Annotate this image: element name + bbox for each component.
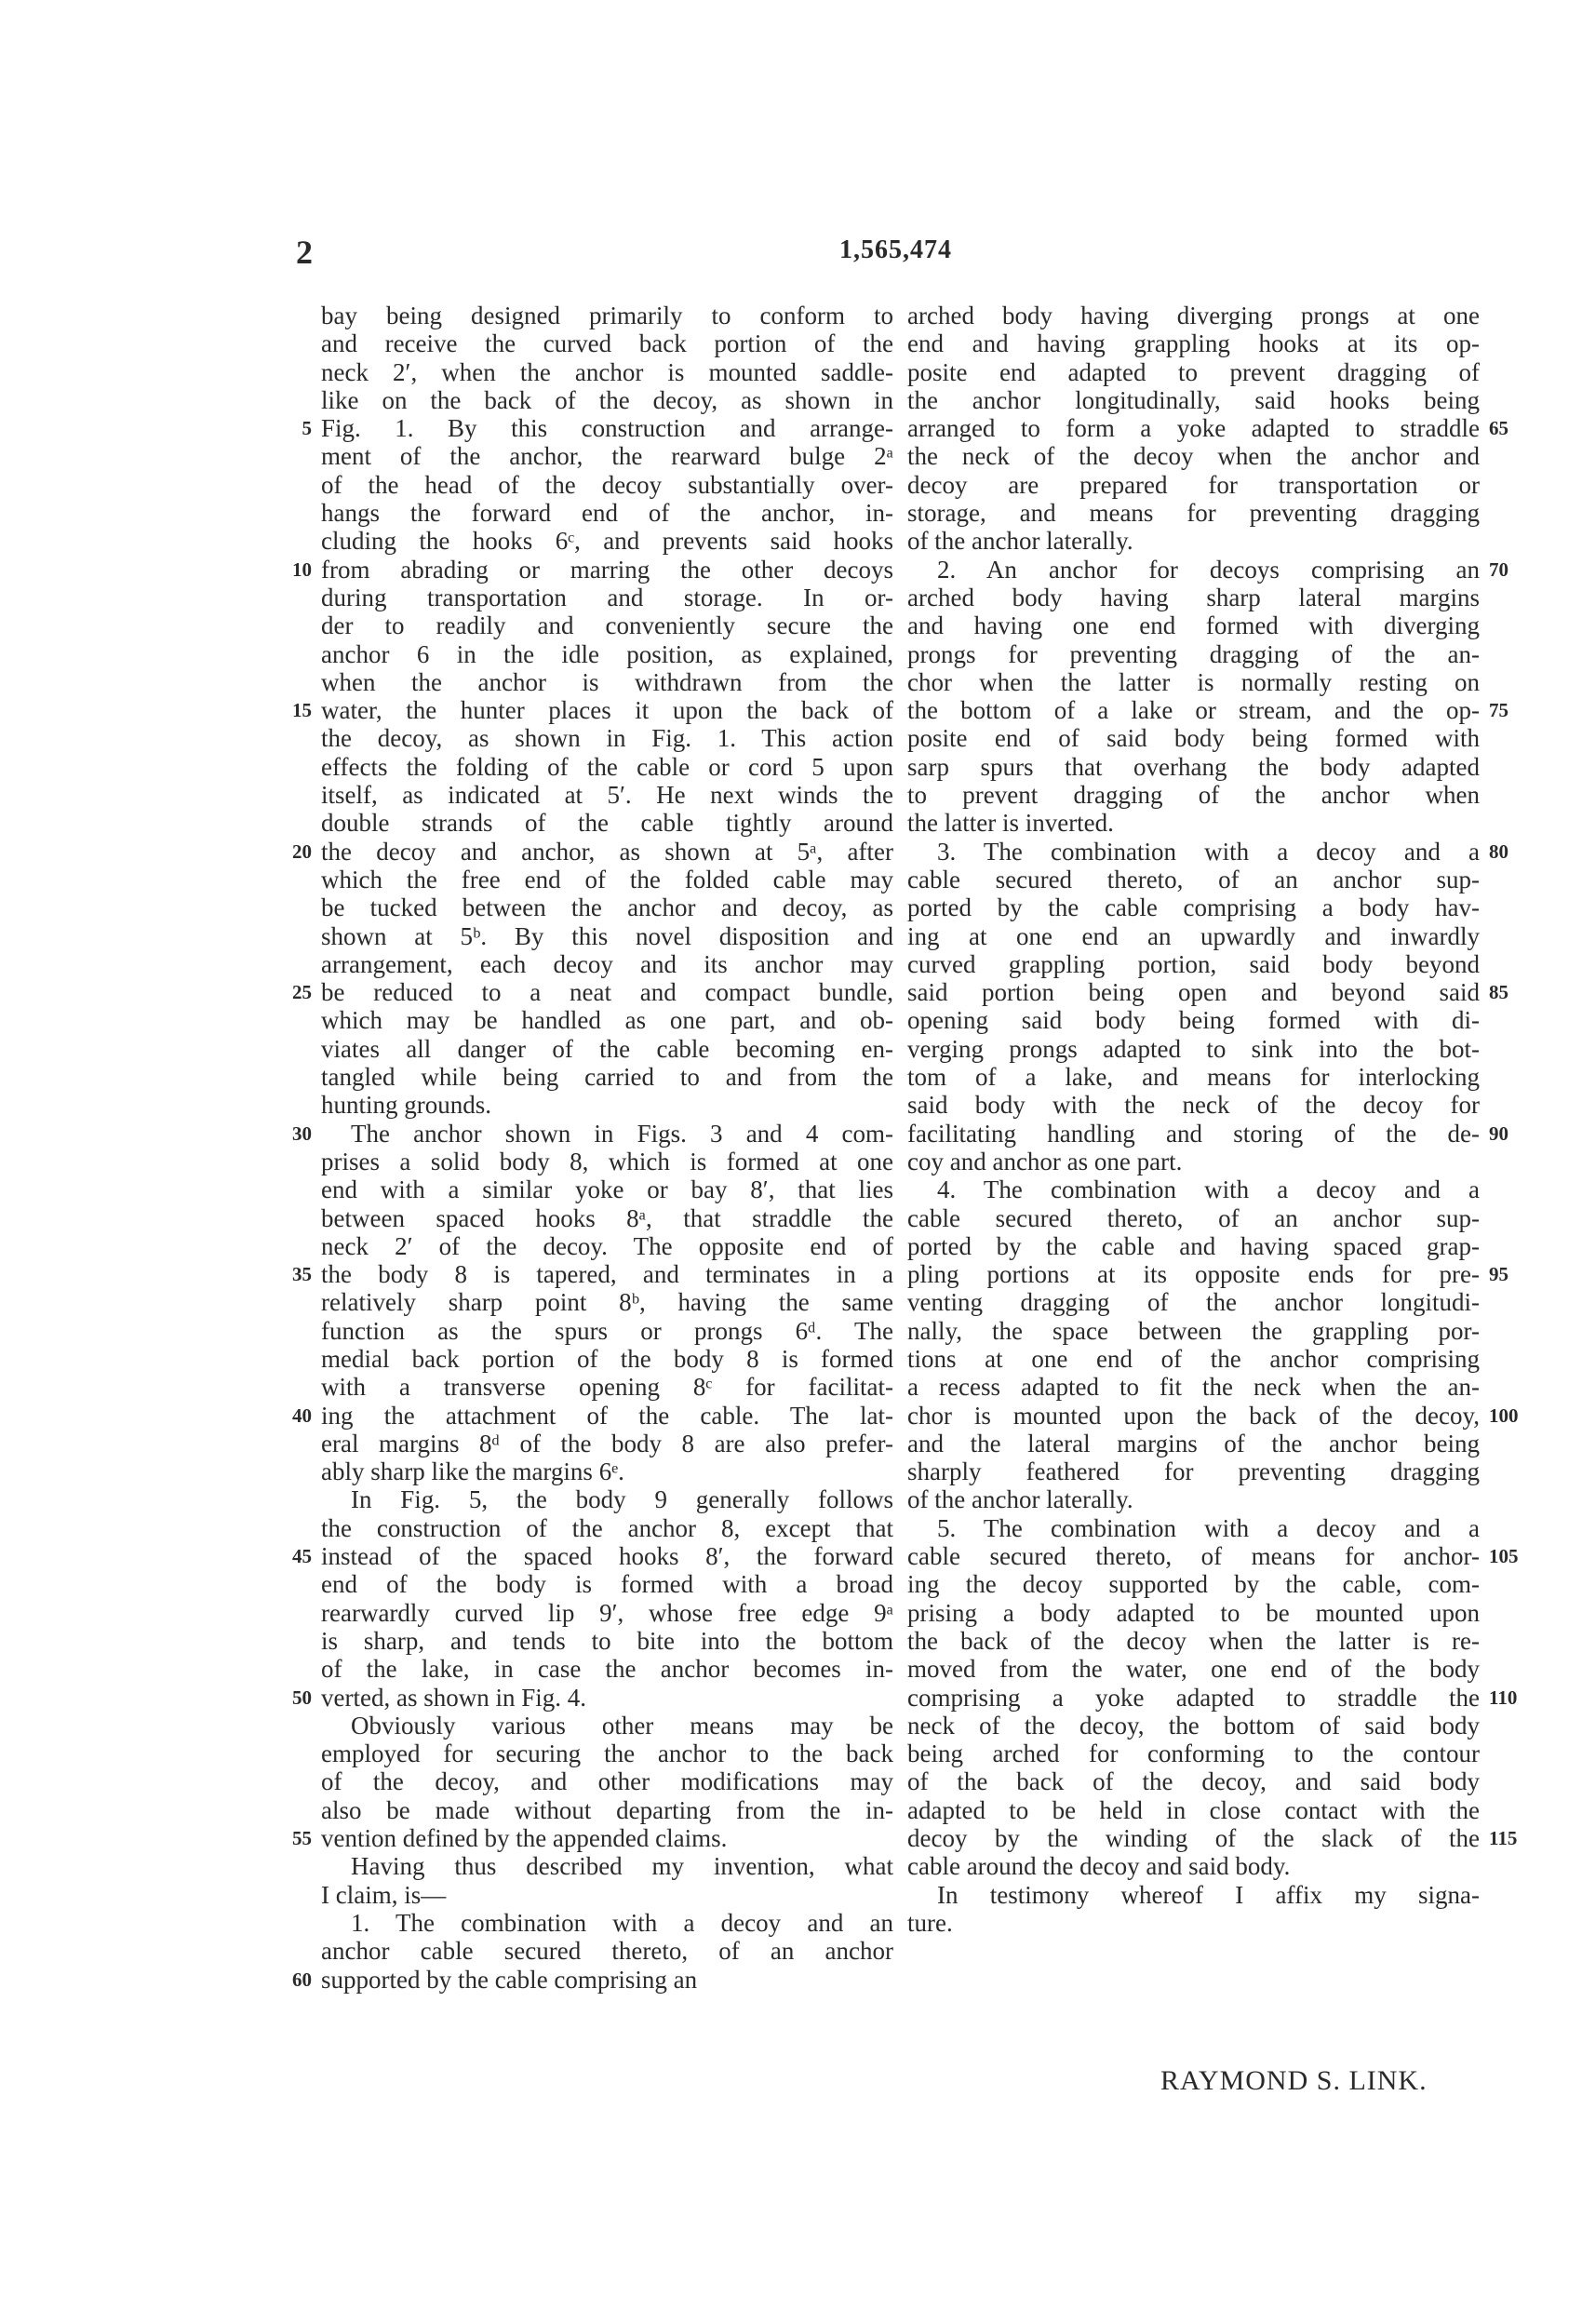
text-line: being arched for conforming to the contour [907, 1740, 1480, 1768]
line-number-marker: 25 [292, 981, 312, 1004]
text-line: cable secured thereto, of means for anchor- [907, 1542, 1480, 1571]
text-line: pling portions at its opposite ends for pre- [907, 1260, 1480, 1289]
text-line: cable around the decoy and said body. [907, 1852, 1291, 1881]
text-line: said portion being open and beyond said [907, 978, 1480, 1007]
text-line: during transportation and storage. In or- [321, 583, 893, 611]
text-line: cable secured thereto, of an anchor sup- [907, 865, 1480, 893]
text-line: and the lateral margins of the anchor being [907, 1429, 1480, 1458]
text-line: sarp spurs that overhang the body adapted [907, 752, 1480, 781]
text-line: neck 2′, when the anchor is mounted saddle- [321, 357, 893, 386]
text-line: decoy are prepared for transportation or [907, 470, 1480, 499]
text-line: like on the back of the decoy, as shown in [321, 385, 893, 414]
text-line: arrangement, each decoy and its anchor may [321, 949, 893, 978]
text-line: 2. An anchor for decoys comprising an [937, 555, 1480, 584]
text-line: of the lake, in case the anchor becomes in- [321, 1655, 893, 1684]
text-line: is sharp, and tends to bite into the bottom [321, 1626, 893, 1655]
text-line: curved grappling portion, said body beyond [907, 949, 1480, 978]
line-number-marker: 20 [292, 840, 312, 863]
text-line: ment of the anchor, the rearward bulge 2ᵃ [321, 442, 893, 471]
text-line: shown at 5ᵇ. By this novel disposition and [321, 921, 893, 950]
text-line: 4. The combination with a decoy and a [937, 1175, 1480, 1204]
line-number-marker: 45 [292, 1545, 312, 1568]
text-line: posite end adapted to prevent dragging of [907, 357, 1480, 386]
text-line: ture. [907, 1908, 953, 1937]
text-line: arched body having sharp lateral margins [907, 583, 1480, 611]
text-line: venting dragging of the anchor longitudi- [907, 1288, 1480, 1317]
text-line: of the decoy, and other modifications may [321, 1767, 893, 1796]
text-line: In testimony whereof I affix my signa- [937, 1880, 1480, 1909]
text-line: hunting grounds. [321, 1091, 492, 1120]
left-text-column [321, 302, 893, 1994]
text-line: chor is mounted upon the back of the decoy, [907, 1401, 1480, 1430]
line-number-marker: 95 [1489, 1263, 1508, 1286]
text-line: end and having grappling hooks at its op- [907, 329, 1480, 358]
text-line: In Fig. 5, the body 9 generally follows [351, 1485, 893, 1514]
line-number-marker: 10 [292, 557, 312, 581]
text-line: the neck of the decoy when the anchor and [907, 442, 1480, 471]
text-line: ably sharp like the margins 6ᵉ. [321, 1458, 624, 1486]
line-number-marker: 75 [1489, 699, 1508, 722]
text-line: the construction of the anchor 8, except that [321, 1513, 893, 1542]
text-line: and having one end formed with diverging [907, 611, 1480, 640]
text-line: be reduced to a neat and compact bundle, [321, 978, 893, 1007]
text-line: from abrading or marring the other decoys [321, 555, 893, 584]
text-line: the decoy and anchor, as shown at 5ᵃ, after [321, 837, 893, 866]
text-line: opening said body being formed with di- [907, 1006, 1480, 1035]
text-line: when the anchor is withdrawn from the [321, 667, 893, 696]
text-line: sharply feathered for preventing dragging [907, 1458, 1480, 1486]
text-line: nally, the space between the grappling por- [907, 1316, 1480, 1345]
text-line: end with a similar yoke or bay 8′, that lies [321, 1175, 893, 1204]
text-line: which may be handled as one part, and ob- [321, 1006, 893, 1035]
text-line: Fig. 1. By this construction and arrange- [321, 414, 893, 443]
text-line: supported by the cable comprising an [321, 1965, 698, 1994]
text-line: bay being designed primarily to conform to [321, 302, 893, 329]
text-line: between spaced hooks 8ᵃ, that straddle the [321, 1203, 893, 1232]
text-line: comprising a yoke adapted to straddle the [907, 1683, 1480, 1712]
text-line: employed for securing the anchor to the back [321, 1740, 893, 1768]
text-line: arched body having diverging prongs at one [907, 302, 1480, 329]
text-line: end of the body is formed with a broad [321, 1570, 893, 1599]
text-line: tangled while being carried to and from the [321, 1063, 893, 1092]
line-number-marker: 50 [292, 1686, 312, 1709]
text-line: neck 2′ of the decoy. The opposite end of [321, 1231, 893, 1260]
text-line: cable secured thereto, of an anchor sup- [907, 1203, 1480, 1232]
text-line: double strands of the cable tightly around [321, 809, 893, 838]
line-number-marker: 40 [292, 1404, 312, 1427]
text-line: the back of the decoy when the latter is re- [907, 1626, 1480, 1655]
text-line: effects the folding of the cable or cord 5 upon [321, 752, 893, 781]
line-number-marker: 35 [292, 1263, 312, 1286]
text-line: of the head of the decoy substantially over- [321, 470, 893, 499]
text-line: prongs for preventing dragging of the an- [907, 639, 1480, 668]
patent-number: 1,565,474 [839, 235, 952, 264]
line-number-marker: 65 [1489, 417, 1508, 440]
line-number-marker: 55 [292, 1827, 312, 1850]
text-line: be tucked between the anchor and decoy, as [321, 893, 893, 922]
line-number-marker: 90 [1489, 1122, 1508, 1145]
text-line: der to readily and conveniently secure the [321, 611, 893, 640]
text-line: a recess adapted to fit the neck when the an- [907, 1373, 1480, 1402]
text-line: Having thus described my invention, what [351, 1852, 893, 1881]
line-number-marker: 5 [302, 417, 312, 440]
text-line: ported by the cable comprising a body hav- [907, 893, 1480, 922]
text-line: ported by the cable and having spaced grap- [907, 1231, 1480, 1260]
text-line: storage, and means for preventing dragging [907, 499, 1480, 528]
text-line: chor when the latter is normally resting on [907, 667, 1480, 696]
line-number-marker: 30 [292, 1122, 312, 1145]
text-line: of the anchor laterally. [907, 527, 1133, 556]
text-line: itself, as indicated at 5′. He next winds the [321, 781, 893, 810]
line-number-marker: 60 [292, 1968, 312, 1991]
text-line: said body with the neck of the decoy for [907, 1091, 1480, 1120]
text-line: verging prongs adapted to sink into the bot- [907, 1034, 1480, 1063]
text-line: coy and anchor as one part. [907, 1147, 1183, 1175]
text-line: medial back portion of the body 8 is formed [321, 1344, 893, 1373]
text-line: tom of a lake, and means for interlocking [907, 1063, 1480, 1092]
line-number-marker: 100 [1489, 1404, 1519, 1427]
text-line: to prevent dragging of the anchor when [907, 781, 1480, 810]
line-number-marker: 110 [1489, 1686, 1518, 1709]
text-line: 3. The combination with a decoy and a [937, 837, 1480, 866]
text-line: verted, as shown in Fig. 4. [321, 1683, 586, 1712]
text-line: posite end of said body being formed with [907, 724, 1480, 753]
line-number-marker: 70 [1489, 557, 1508, 581]
right-text-column [907, 302, 1480, 1937]
line-number-marker: 80 [1489, 840, 1508, 863]
text-line: facilitating handling and storing of the de- [907, 1119, 1480, 1148]
text-line: also be made without departing from the in- [321, 1795, 893, 1824]
line-number-marker: 105 [1489, 1545, 1519, 1568]
text-line: vention defined by the appended claims. [321, 1824, 728, 1853]
text-line: prises a solid body 8, which is formed at one [321, 1147, 893, 1175]
text-line: adapted to be held in close contact with the [907, 1795, 1480, 1824]
text-line: moved from the water, one end of the body [907, 1655, 1480, 1684]
line-number-marker: 85 [1489, 981, 1508, 1004]
text-line: ing the decoy supported by the cable, com- [907, 1570, 1480, 1599]
text-line: 5. The combination with a decoy and a [937, 1513, 1480, 1542]
text-line: Obviously various other means may be [351, 1711, 893, 1740]
text-line: arranged to form a yoke adapted to straddle [907, 414, 1480, 443]
inventor-signature: RAYMOND S. LINK. [1160, 2065, 1428, 2096]
text-line: function as the spurs or prongs 6ᵈ. The [321, 1316, 893, 1345]
text-line: ing at one end an upwardly and inwardly [907, 921, 1480, 950]
text-line: which the free end of the folded cable may [321, 865, 893, 893]
text-line: The anchor shown in Figs. 3 and 4 com- [351, 1119, 893, 1148]
text-line: the body 8 is tapered, and terminates in a [321, 1260, 893, 1289]
text-line: tions at one end of the anchor comprising [907, 1344, 1480, 1373]
text-line: hangs the forward end of the anchor, in- [321, 499, 893, 528]
line-number-marker: 15 [292, 699, 312, 722]
text-line: water, the hunter places it upon the back of [321, 696, 893, 725]
text-line: instead of the spaced hooks 8′, the forward [321, 1542, 893, 1571]
text-line: and receive the curved back portion of the [321, 329, 893, 358]
text-line: of the back of the decoy, and said body [907, 1767, 1480, 1796]
text-line: rearwardly curved lip 9′, whose free edge 9ᵃ [321, 1598, 893, 1627]
text-line: ing the attachment of the cable. The lat- [321, 1401, 893, 1430]
text-line: the bottom of a lake or stream, and the op- [907, 696, 1480, 725]
text-line: prising a body adapted to be mounted upon [907, 1598, 1480, 1627]
text-line: decoy by the winding of the slack of the [907, 1824, 1480, 1853]
text-line: I claim, is— [321, 1880, 447, 1909]
text-line: relatively sharp point 8ᵇ, having the same [321, 1288, 893, 1317]
text-line: neck of the decoy, the bottom of said body [907, 1711, 1480, 1740]
line-number-marker: 115 [1489, 1827, 1518, 1850]
text-line: the anchor longitudinally, said hooks being [907, 385, 1480, 414]
text-line: eral margins 8ᵈ of the body 8 are also prefer- [321, 1429, 893, 1458]
text-line: the decoy, as shown in Fig. 1. This action [321, 724, 893, 753]
page-number: 2 [296, 234, 313, 271]
text-line: cluding the hooks 6ᶜ, and prevents said hooks [321, 527, 893, 556]
text-line: viates all danger of the cable becoming en- [321, 1034, 893, 1063]
text-line: the latter is inverted. [907, 809, 1114, 838]
text-line: of the anchor laterally. [907, 1485, 1133, 1514]
text-line: anchor 6 in the idle position, as explained, [321, 639, 893, 668]
text-line: with a transverse opening 8ᶜ for facilitat- [321, 1373, 893, 1402]
text-line: 1. The combination with a decoy and an [351, 1908, 893, 1937]
text-line: anchor cable secured thereto, of an anchor [321, 1937, 893, 1966]
